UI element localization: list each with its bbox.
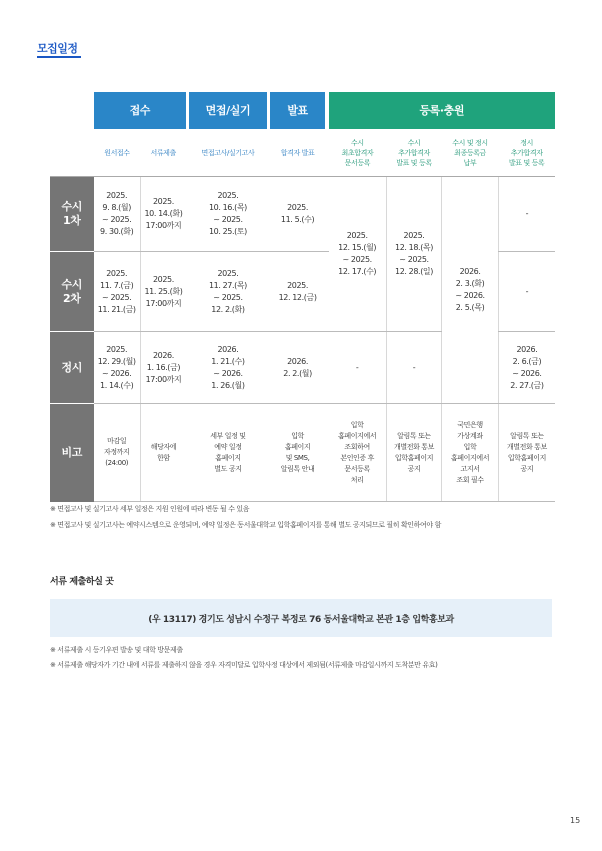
- remarks-extra-announce: 알림톡 또는 개별전화 통보 입학홈페이지 공지: [386, 404, 442, 502]
- susi2-online-apply: 2025. 11. 7.(금) ~ 2025. 11. 21.(금): [94, 252, 141, 332]
- remarks-pass-announce: 입학 홈페이지 및 SMS, 알림톡 안내: [270, 404, 326, 502]
- group-header-announce: 발표: [270, 92, 326, 129]
- section-title: 모집일정: [37, 42, 78, 55]
- remarks-jeongsi-extra: 알림톡 또는 개별전화 통보 입학홈페이지 공지: [498, 404, 555, 502]
- remarks-fee: 국민은행 가상계좌 입학 홈페이지에서 고지서 조회 필수: [442, 404, 499, 502]
- remarks-first-docs: 입학 홈페이지에서 조회하여 본인인증 후 문서등록 처리: [329, 404, 387, 502]
- submission-address-box: [50, 599, 552, 637]
- header-blank: [50, 92, 94, 129]
- susi1-pass-announce: 2025. 11. 5.(수): [270, 177, 326, 252]
- schedule-note-1: ※ 면접고사 및 실기고사 세부 일정은 지원 인원에 따라 변동 될 수 있음: [50, 505, 250, 513]
- susi1-jeongsi-extra: -: [498, 177, 555, 252]
- subheader-susi-first-docs: 수시 최초합격자 문서등록: [329, 129, 387, 177]
- susi1-online-apply: 2025. 9. 8.(월) ~ 2025. 9. 30.(화): [94, 177, 141, 252]
- susi1-interview-exam: 2025. 10. 16.(목) ~ 2025. 10. 25.(토): [189, 177, 266, 252]
- submission-title: 서류 제출하실 곳: [50, 577, 114, 587]
- jeongsi-extra-period: 2026. 2. 6.(금) ~ 2026. 2. 27.(금): [498, 332, 555, 404]
- group-header-reception: 접수: [94, 92, 187, 129]
- jeongsi-docs-submit: 2026. 1. 16.(금) 17:00까지: [140, 332, 186, 404]
- jeongsi-online-apply: 2025. 12. 29.(월) ~ 2026. 1. 14.(수): [94, 332, 141, 404]
- section-title-underline: [37, 56, 81, 58]
- susi2-docs-submit: 2025. 11. 25.(화) 17:00까지: [140, 252, 186, 332]
- susi-extra-announce-period: 2025. 12. 18.(목) ~ 2025. 12. 28.(일): [386, 177, 442, 332]
- jeongsi-interview-exam: 2026. 1. 21.(수) ~ 2026. 1. 26.(월): [189, 332, 266, 404]
- row-label-jeongsi: 정시: [50, 332, 94, 404]
- schedule-note-2: ※ 면접고사 및 실기고사는 예약시스템으로 운영되며, 예약 일정은 동서울대학교 입학홈페이지를 통해 별도 공지되므로 필히 확인하여야 함: [50, 521, 441, 529]
- row-label-remarks: 비고: [50, 404, 94, 502]
- subheader-susi-jeongsi-fee: 수시 및 정시 최종등록금 납부: [442, 129, 499, 177]
- subheader-pass-announce: 합격자 발표: [270, 129, 326, 177]
- remarks-online-apply: 마감일 자정까지 (24:00): [94, 404, 141, 502]
- row-label-susi1: 수시 1차: [50, 177, 94, 252]
- subheader-jeongsi-extra: 정시 추가합격자 발표 및 등록: [498, 129, 555, 177]
- subheader-docs-submit: 서류제출: [140, 129, 186, 177]
- susi1-docs-submit: 2025. 10. 14.(화) 17:00까지: [140, 177, 186, 252]
- susi2-pass-announce: 2025. 12. 12.(금): [270, 252, 326, 332]
- subheader-susi-extra-announce: 수시 추가합격자 발표 및 등록: [386, 129, 442, 177]
- remarks-docs-submit: 해당자에 한함: [140, 404, 186, 502]
- submission-note-2: ※ 서류제출 해당자가 기간 내에 서류를 제출하지 않을 경우 자격미달로 입학사정 대상에서 제외됨(서류제출 마감일시까지 도착분만 유효): [50, 661, 438, 669]
- schedule-table: [50, 92, 555, 502]
- submission-note-1: ※ 서류제출 시 등기우편 발송 및 대학 방문제출: [50, 646, 183, 654]
- subheader-interview-exam: 면접고사/실기고사: [189, 129, 266, 177]
- jeongsi-first-docs: -: [329, 332, 387, 404]
- group-header-register: 등록·충원: [329, 92, 555, 129]
- row-label-susi2: 수시 2차: [50, 252, 94, 332]
- subheader-online-apply: 원서접수: [94, 129, 141, 177]
- susi-first-docs-period: 2025. 12. 15.(월) ~ 2025. 12. 17.(수): [329, 177, 387, 332]
- jeongsi-pass-announce: 2026. 2. 2.(월): [270, 332, 326, 404]
- final-fee-period: 2026. 2. 3.(화) ~ 2026. 2. 5.(목): [442, 177, 499, 404]
- group-header-interview: 면접/실기: [189, 92, 266, 129]
- susi2-interview-exam: 2025. 11. 27.(목) ~ 2025. 12. 2.(화): [189, 252, 266, 332]
- submission-address: (우 13117) 경기도 성남시 수정구 복정로 76 동서울대학교 본관 1층 입학홍보과: [148, 614, 454, 625]
- jeongsi-extra-announce: -: [386, 332, 442, 404]
- page-number: 15: [570, 816, 581, 825]
- susi2-jeongsi-extra: -: [498, 252, 555, 332]
- remarks-interview-exam: 세부 일정 및 예약 일정 홈페이지 별도 공지: [189, 404, 266, 502]
